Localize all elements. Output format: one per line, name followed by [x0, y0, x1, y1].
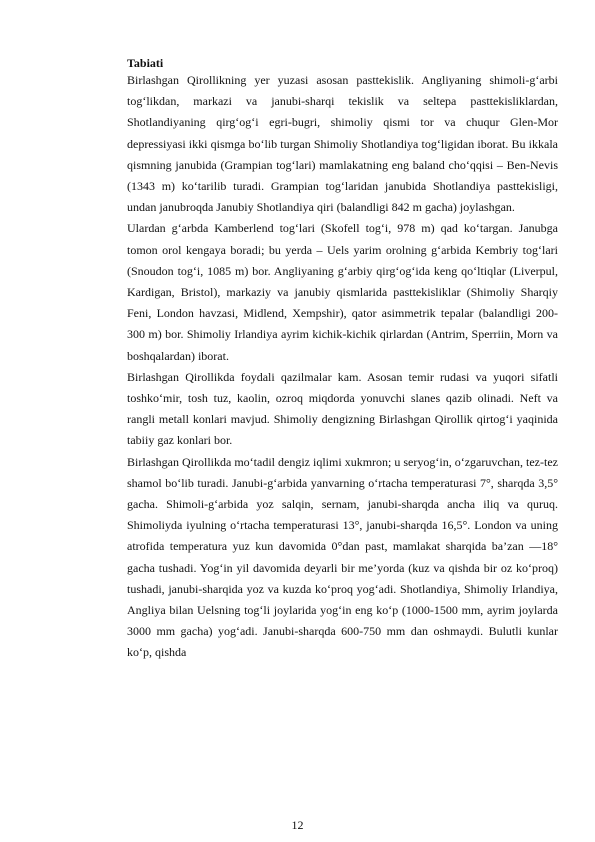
paragraph-relief: Birlashgan Qirollikning yer yuzasi asosan pasttekislik. Angliyaning shimoli-g‘arbi tog‘likdan, markazi va janubi-sharqi tekislik va seltepa pasttekisliklardan, Shotlandiyaning qirg‘og‘i egri-bugri, shimoliy qismi tor va chuqur Glen-Mor depressiyasi ikki qismga bo‘lib turgan Shimoliy Shotlandiya tog‘ligidan iborat. Bu ikkala qismning janubida (Grampian tog‘lari) mamlakatning eng baland cho‘qqisi – Ben-Nevis (1343 m) ko‘tarilib turadi. Grampian tog‘laridan janubida Shotlandiya pasttekisligi, undan janubroqda Janubiy Shotlandiya qiri (balandligi 842 m gacha) joylashgan.	[127, 73, 558, 215]
section-heading: Tabiati	[127, 56, 164, 70]
paragraph-minerals: Birlashgan Qirollikda foydali qazilmalar kam. Asosan temir rudasi va yuqori sifatli toshko‘mir, tosh tuz, kaolin, ozroq miqdorda yonuvchi slanes qazib olinadi. Neft va rangli metall konlari mavjud. Shimoliy dengizning Birlashgan Qirollik qirtog‘i yaqinida tabiiy gaz konlari bor.	[127, 369, 558, 448]
paragraph-mountains: Ulardan g‘arbda Kamberlend tog‘lari (Skofell tog‘i, 978 m) qad ko‘targan. Janubga tomon orol kengaya boradi; bu yerda – Uels yarim orolning g‘arbida Kembriy tog‘lari (Snoudon tog‘i, 1085 m) bor. Angliyaning g‘arbiy qirg‘og‘ida keng qo‘ltiqlar (Liverpul, Kardigan, Bristol), markaziy va janubiy qismlarida pasttekisliklar (Shimoliy Sharqiy Feni, London havzasi, Midlend, Xempshir), qator asimmetrik tepalar (balandligi 200- 300 m) bor. Shimoliy Irlandiya ayrim kichik-kichik qirlardan (Antrim, Sperriin, Morn va boshqalardan) iborat.	[127, 221, 558, 363]
page-content	[127, 56, 558, 664]
page-number: 12	[291, 818, 304, 832]
paragraph-climate: Birlashgan Qirollikda mo‘tadil dengiz iqlimi xukmron; u seryog‘in, o‘zgaruvchan, tez-tez shamol bo‘lib turadi. Janubi-g‘arbida yanvarning o‘rtacha temperaturasi 7°, sharqda 3,5° gacha. Shimoli-g‘arbida yoz salqin, sernam, janubi-sharqda ancha iliq va quruq. Shimoliyda iyulning o‘rtacha temperaturasi 13°, janubi-sharqda 16,5°. London va uning atrofida temperatura yuz kun davomida 0°dan past, mamlakat sharqida ba’zan —18° gacha tushadi. Yog‘in yil davomida deyarli bir me’yorda (kuz va qishda bir oz ko‘proq) tushadi, janubi-sharqida yoz va kuzda ko‘proq yog‘adi. Shotlandiya, Shimoliy Irlandiya, Angliya bilan Uelsning tog‘li joylarida yog‘in eng ko‘p (1000-1500 mm, ayrim joylarda 3000 mm gacha) yog‘adi. Janubi-sharqda 600-750 mm dan oshmaydi. Bulutli kunlar ko‘p, qishda	[127, 454, 558, 660]
